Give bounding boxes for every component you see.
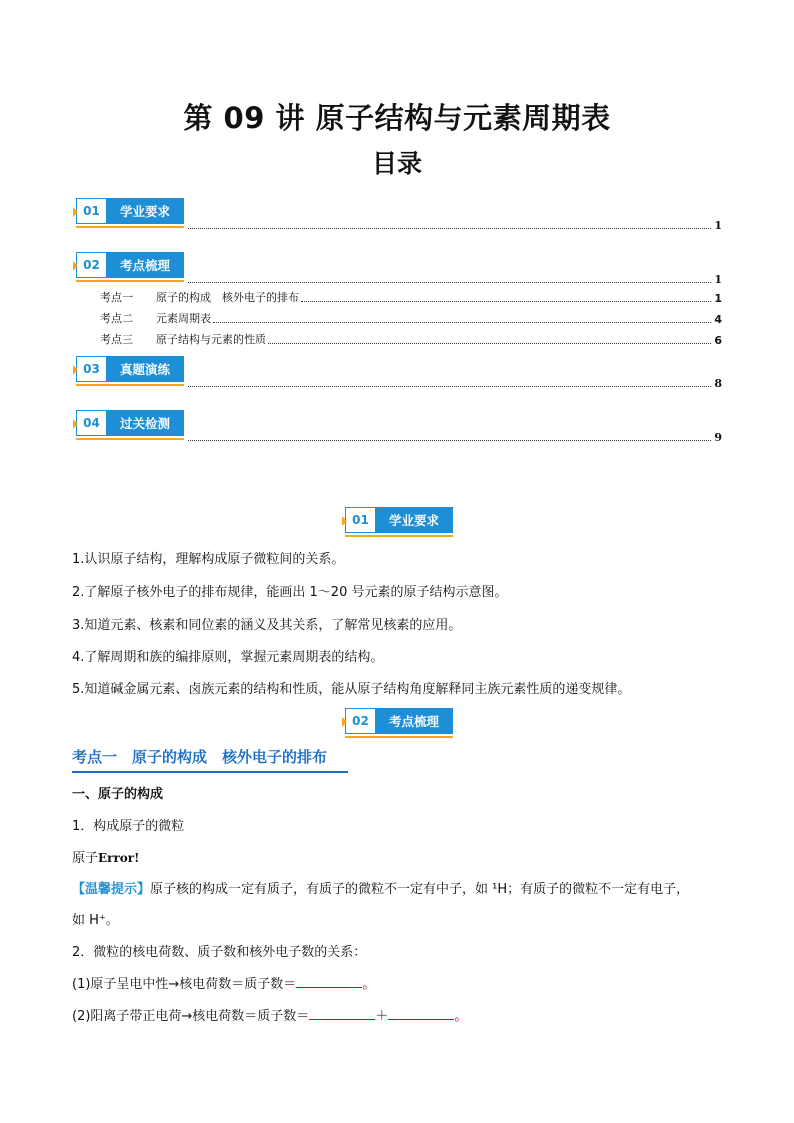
toc-subitem-text: 原子结构与元素的性质 <box>156 333 266 346</box>
section-number: 01 <box>345 507 375 533</box>
badge-underline <box>345 736 453 738</box>
section-number: 02 <box>345 708 375 734</box>
toc-line-01[interactable] <box>188 218 722 232</box>
toc-section-badge-03[interactable] <box>76 356 184 382</box>
relation-text: (1)原子呈电中性→核电荷数＝质子数＝ <box>72 977 297 992</box>
section-label: 真题演练 <box>106 356 184 382</box>
relation-1 <box>72 973 375 992</box>
section-title-rule <box>72 771 348 773</box>
toc-page-number: 6 <box>714 334 722 347</box>
toc-subitem-key: 考点二 <box>100 312 133 325</box>
section-number: 03 <box>76 356 106 382</box>
leader-dots <box>188 228 711 229</box>
section-label: 考点梳理 <box>106 252 184 278</box>
answer-blank[interactable] <box>388 1007 454 1020</box>
section-badge-02 <box>345 708 453 734</box>
toc-page-number: 1 <box>714 273 722 286</box>
sub-heading: 一、原子的构成 <box>72 787 164 802</box>
relation-end: 。 <box>454 1009 468 1024</box>
badge-underline <box>76 384 184 386</box>
toc-page-number: 8 <box>714 377 722 390</box>
leader-dots <box>188 282 711 283</box>
leader-dots <box>188 386 711 387</box>
toc-page-number: 9 <box>714 431 722 444</box>
error-text: Error! <box>98 851 140 865</box>
toc-subitem-key: 考点三 <box>100 333 133 346</box>
hint-line-2: 如 H⁺。 <box>72 913 119 928</box>
hint-label: 【温馨提示】 <box>72 882 151 897</box>
section-title: 考点一 原子的构成 核外电子的排布 <box>72 748 328 766</box>
leader-dots <box>301 301 711 302</box>
section-label: 考点梳理 <box>375 708 453 734</box>
toc-subitem-1[interactable] <box>100 291 722 305</box>
atom-line <box>72 847 139 866</box>
section-number: 02 <box>76 252 106 278</box>
toc-page-number: 1 <box>714 219 722 232</box>
section-label: 学业要求 <box>106 198 184 224</box>
toc-line-04[interactable] <box>188 430 722 444</box>
toc-subitem-text: 元素周期表 <box>156 312 211 325</box>
toc-page-number: 4 <box>714 313 722 326</box>
requirement-3: 3.知道元素、核素和同位素的涵义及其关系，了解常见核素的应用。 <box>72 618 462 633</box>
toc-subitem-2[interactable] <box>100 312 722 326</box>
toc-section-badge-01[interactable] <box>76 198 184 224</box>
toc-subitem-text: 原子的构成 核外电子的排布 <box>156 291 299 304</box>
toc-section-badge-02[interactable] <box>76 252 184 278</box>
hint-line <box>72 878 689 897</box>
toc-line-02[interactable] <box>188 272 722 286</box>
relation-end: 。 <box>362 977 376 992</box>
section-number: 01 <box>76 198 106 224</box>
answer-blank[interactable] <box>296 975 362 988</box>
badge-underline <box>76 226 184 228</box>
requirement-4: 4.了解周期和族的编排原则，掌握元素周期表的结构。 <box>72 650 384 665</box>
requirement-2: 2.了解原子核外电子的排布规律，能画出 1～20 号元素的原子结构示意图。 <box>72 585 508 600</box>
answer-blank[interactable] <box>309 1007 375 1020</box>
section-label: 过关检测 <box>106 410 184 436</box>
leader-dots <box>268 343 711 344</box>
requirement-1: 1.认识原子结构，理解构成原子微粒间的关系。 <box>72 552 345 567</box>
item-1: 1．构成原子的微粒 <box>72 819 185 834</box>
badge-underline <box>76 438 184 440</box>
badge-underline <box>345 535 453 537</box>
requirement-5: 5.知道碱金属元素、卤族元素的结构和性质，能从原子结构角度解释同主族元素性质的递变规律。 <box>72 682 631 697</box>
page-title: 第 09 讲 原子结构与元素周期表 <box>183 101 611 135</box>
section-number: 04 <box>76 410 106 436</box>
toc-line-03[interactable] <box>188 376 722 390</box>
badge-underline <box>76 280 184 282</box>
toc-page-number: 1 <box>714 292 722 305</box>
relation-text: (2)阳离子带正电荷→核电荷数＝质子数＝ <box>72 1009 310 1024</box>
relation-2 <box>72 1005 467 1024</box>
toc-subitem-3[interactable] <box>100 333 722 347</box>
item-2: 2．微粒的核电荷数、质子数和核外电子数的关系： <box>72 945 367 960</box>
hint-text: 原子核的构成一定有质子，有质子的微粒不一定有中子，如 ¹H；有质子的微粒不一定有电子， <box>150 882 690 897</box>
leader-dots <box>188 440 711 441</box>
atom-prefix: 原子 <box>72 851 99 866</box>
toc-subitem-key: 考点一 <box>100 291 133 304</box>
leader-dots <box>213 322 711 323</box>
section-label: 学业要求 <box>375 507 453 533</box>
section-badge-01 <box>345 507 453 533</box>
relation-plus: ＋ <box>375 1009 389 1024</box>
toc-heading: 目录 <box>371 149 422 178</box>
toc-section-badge-04[interactable] <box>76 410 184 436</box>
